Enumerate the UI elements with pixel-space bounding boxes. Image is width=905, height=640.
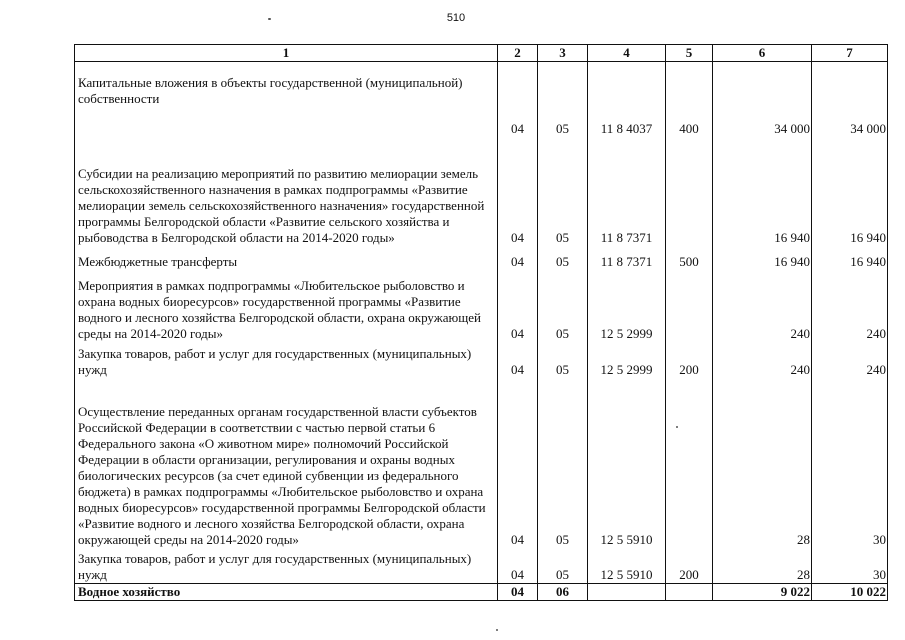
row-section: 04: [498, 342, 538, 378]
table-row: [75, 62, 888, 142]
budget-table: [74, 44, 888, 601]
row-amount-2: 240: [812, 342, 888, 378]
row-name: Закупка товаров, работ и услуг для государственных (муниципальных) нужд: [75, 548, 498, 584]
total-subsection: 06: [538, 584, 588, 601]
header-col-section: 2: [498, 45, 538, 62]
row-section: 04: [498, 62, 538, 142]
row-target-article: 12 5 2999: [588, 342, 666, 378]
row-amount-1: 16 940: [713, 142, 812, 246]
row-target-article: 12 5 5910: [588, 548, 666, 584]
row-subsection: 05: [538, 342, 588, 378]
row-subsection: 05: [538, 62, 588, 142]
row-amount-1: 16 940: [713, 246, 812, 270]
row-amount-2: 30: [812, 378, 888, 548]
table-row: [75, 270, 888, 342]
table-row: [75, 342, 888, 378]
row-section: 04: [498, 142, 538, 246]
header-row: [75, 45, 888, 62]
scan-speck: [496, 629, 498, 631]
row-expense-type: [666, 142, 713, 246]
row-amount-2: 34 000: [812, 62, 888, 142]
row-target-article: 11 8 4037: [588, 62, 666, 142]
header-col-target-article: 4: [588, 45, 666, 62]
row-amount-1: 240: [713, 342, 812, 378]
row-name: Осуществление переданных органам государственной власти субъектов Российской Федерации в соответствии с частью первой статьи 6 Федерального закона «О животном мире» полномочий Российской Федерации в области организации, регулирования и охраны водных биологических ресурсов (за счет единой субвенции из федерального бюджета) в рамках подпрограммы «Любительское рыболовство и охрана водных биоресурсов» государственной программы Белгородской области «Развитие водного и лесного хозяйства Белгородской области, охрана окружающей среды на 2014-2020 годы»: [75, 378, 498, 548]
row-target-article: 12 5 5910: [588, 378, 666, 548]
row-expense-type: 500: [666, 246, 713, 270]
table-row: [75, 548, 888, 584]
total-name: Водное хозяйство: [75, 584, 498, 601]
total-target-article: [588, 584, 666, 601]
row-amount-1: 34 000: [713, 62, 812, 142]
row-amount-1: 28: [713, 378, 812, 548]
row-subsection: 05: [538, 270, 588, 342]
row-amount-2: 240: [812, 270, 888, 342]
row-subsection: 05: [538, 378, 588, 548]
row-amount-2: 30: [812, 548, 888, 584]
header-col-amount-1: 6: [713, 45, 812, 62]
row-section: 04: [498, 246, 538, 270]
row-amount-2: 16 940: [812, 142, 888, 246]
table-row: [75, 246, 888, 270]
page-number: 510: [446, 12, 466, 24]
row-name: Закупка товаров, работ и услуг для государственных (муниципальных) нужд: [75, 342, 498, 378]
row-target-article: 12 5 2999: [588, 270, 666, 342]
total-amount-2: 10 022: [812, 584, 888, 601]
row-expense-type: [666, 378, 713, 548]
total-row: [75, 584, 888, 601]
total-amount-1: 9 022: [713, 584, 812, 601]
row-section: 04: [498, 548, 538, 584]
row-section: 04: [498, 378, 538, 548]
total-expense-type: [666, 584, 713, 601]
row-expense-type: 200: [666, 342, 713, 378]
row-expense-type: 400: [666, 62, 713, 142]
row-subsection: 05: [538, 246, 588, 270]
header-col-subsection: 3: [538, 45, 588, 62]
scan-speck: [268, 18, 271, 20]
row-subsection: 05: [538, 548, 588, 584]
table-row: [75, 142, 888, 246]
row-name: Межбюджетные трансферты: [75, 246, 498, 270]
header-col-amount-2: 7: [812, 45, 888, 62]
row-expense-type: 200: [666, 548, 713, 584]
row-name: Капитальные вложения в объекты государственной (муниципальной) собственности: [75, 62, 498, 142]
row-expense-type: [666, 270, 713, 342]
row-amount-1: 240: [713, 270, 812, 342]
row-name: Субсидии на реализацию мероприятий по развитию мелиорации земель сельскохозяйственного назначения в рамках подпрограммы «Развитие мелиорации земель сельскохозяйственного назначения» государственной программы Белгородской области «Развитие сельского хозяйства и рыбоводства в Белгородской области на 2014-2020 годы»: [75, 142, 498, 246]
row-section: 04: [498, 270, 538, 342]
row-amount-2: 16 940: [812, 246, 888, 270]
row-target-article: 11 8 7371: [588, 246, 666, 270]
row-name: Мероприятия в рамках подпрограммы «Любительское рыболовство и охрана водных биоресурсов» государственной программы «Развитие водного и лесного хозяйства Белгородской области, охрана окружающей среды на 2014-2020 годы»: [75, 270, 498, 342]
table-row: [75, 378, 888, 548]
row-target-article: 11 8 7371: [588, 142, 666, 246]
total-section: 04: [498, 584, 538, 601]
row-subsection: 05: [538, 142, 588, 246]
row-amount-1: 28: [713, 548, 812, 584]
header-col-expense-type: 5: [666, 45, 713, 62]
header-col-name: 1: [75, 45, 498, 62]
